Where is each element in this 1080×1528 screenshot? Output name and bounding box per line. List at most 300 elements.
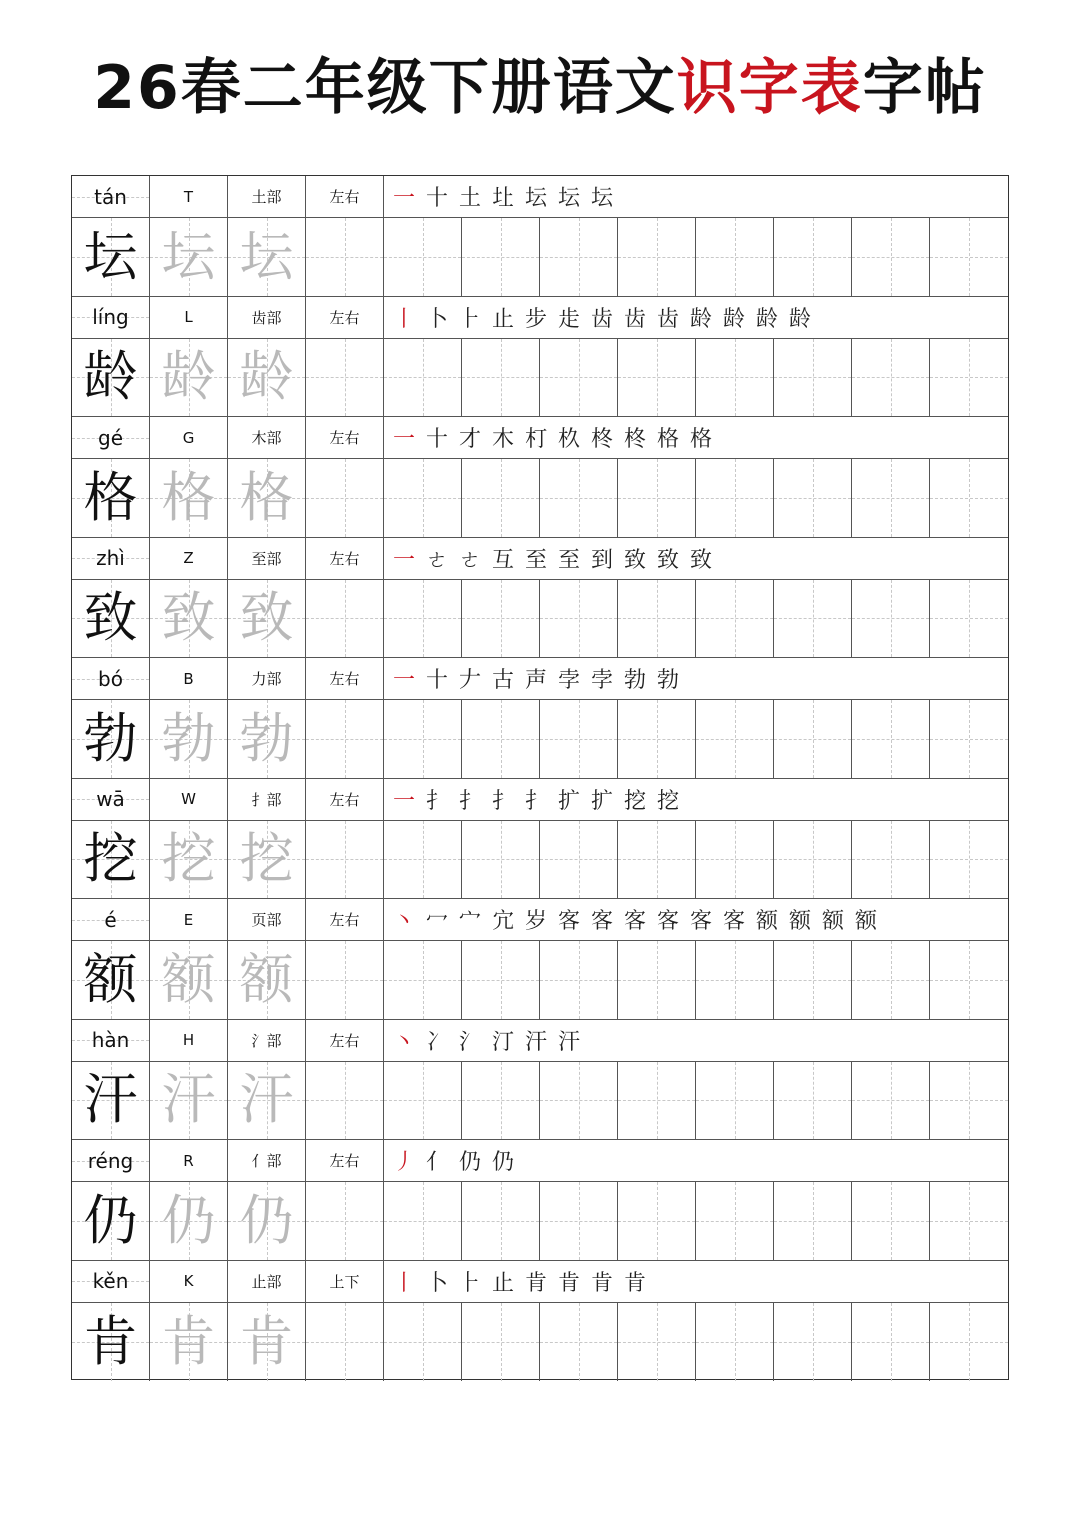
radical-label: 至部 <box>251 549 282 568</box>
blank-practice-cell[interactable] <box>618 1182 696 1260</box>
info-row <box>72 297 1008 339</box>
structure-label: 左右 <box>329 429 360 447</box>
initial-letter: Z <box>183 549 194 567</box>
stroke-step: 额 <box>854 909 877 934</box>
stroke-step: 致 <box>623 547 646 573</box>
writing-grid-row <box>72 580 1008 659</box>
initial-letter: B <box>183 669 194 688</box>
stroke-step: 止 <box>491 306 514 332</box>
blank-practice-cell[interactable] <box>384 339 462 417</box>
radical-label: 止部 <box>251 1272 282 1291</box>
stroke-step: ⺊ <box>458 306 481 332</box>
blank-practice-cell[interactable] <box>306 1062 384 1140</box>
character-block <box>72 1261 1008 1382</box>
character-block <box>72 538 1008 659</box>
blank-practice-cell[interactable] <box>462 459 540 537</box>
trace-character-cell <box>228 941 306 1019</box>
blank-practice-cell[interactable] <box>462 1062 540 1140</box>
blank-practice-cell[interactable] <box>852 339 930 417</box>
trace-character-cell <box>150 1062 228 1140</box>
info-row <box>72 899 1008 941</box>
blank-practice-cell[interactable] <box>696 1182 774 1260</box>
writing-grid-row <box>72 821 1008 900</box>
stroke-step: 丿 <box>392 1150 415 1175</box>
stroke-step: 氵 <box>458 1029 481 1055</box>
info-row <box>72 1020 1008 1062</box>
stroke-step: 汗 <box>524 1029 547 1055</box>
stroke-order <box>384 176 1008 217</box>
structure-label: 左右 <box>329 1031 360 1050</box>
stroke-step: 齿 <box>623 306 646 332</box>
blank-practice-cell[interactable] <box>618 339 696 417</box>
blank-practice-cell[interactable] <box>930 339 1008 417</box>
pinyin-label-cell <box>72 1261 150 1302</box>
stroke-step: 坛 <box>557 186 580 211</box>
structure-label: 左右 <box>329 1152 360 1170</box>
character-block <box>72 1140 1008 1261</box>
model-character: 格 <box>83 465 138 529</box>
blank-practice-cell[interactable] <box>930 700 1008 778</box>
stroke-step: 一 <box>392 788 415 814</box>
blank-practice-cell[interactable] <box>852 700 930 778</box>
trace-character: 龄 <box>239 345 294 409</box>
stroke-step: 柊 <box>590 427 613 452</box>
blank-practice-cell[interactable] <box>384 459 462 537</box>
blank-practice-cell[interactable] <box>540 700 618 778</box>
radical-label: 扌部 <box>251 790 282 809</box>
trace-character-cell <box>228 339 306 417</box>
blank-practice-cell[interactable] <box>696 821 774 899</box>
blank-practice-cell[interactable] <box>930 459 1008 537</box>
model-character: 龄 <box>83 345 138 409</box>
blank-practice-cell[interactable] <box>774 941 852 1019</box>
initial-letter-cell <box>150 899 228 940</box>
model-character: 坛 <box>83 224 138 288</box>
blank-practice-cell[interactable] <box>540 821 618 899</box>
trace-character: 汗 <box>239 1068 294 1132</box>
radical-label-cell <box>228 297 306 338</box>
blank-practice-cell[interactable] <box>462 941 540 1019</box>
blank-practice-cell[interactable] <box>384 941 462 1019</box>
blank-practice-cell[interactable] <box>930 1062 1008 1140</box>
initial-letter-cell <box>150 538 228 579</box>
blank-practice-cell[interactable] <box>540 941 618 1019</box>
pinyin-label: wā <box>96 787 125 811</box>
initial-letter-cell <box>150 1020 228 1061</box>
blank-practice-cell[interactable] <box>306 339 384 417</box>
stroke-order <box>384 1261 1008 1302</box>
trace-character-cell <box>228 1303 306 1382</box>
stroke-step: 龄 <box>755 306 778 332</box>
trace-character-cell <box>228 459 306 537</box>
blank-practice-cell[interactable] <box>306 1182 384 1260</box>
model-character: 挖 <box>83 827 138 891</box>
model-character: 致 <box>83 586 138 650</box>
pinyin-label: é <box>104 907 117 932</box>
character-block <box>72 658 1008 779</box>
blank-practice-cell[interactable] <box>930 580 1008 658</box>
writing-grid-row <box>72 1062 1008 1141</box>
stroke-step: 声 <box>524 668 547 693</box>
trace-character-cell <box>228 700 306 778</box>
pinyin-label-cell <box>72 1020 150 1061</box>
blank-practice-cell[interactable] <box>774 821 852 899</box>
stroke-step: 勃 <box>656 668 679 693</box>
trace-character-cell <box>228 1182 306 1260</box>
trace-character-cell <box>150 700 228 778</box>
stroke-step: 仍 <box>458 1150 481 1175</box>
blank-practice-cell[interactable] <box>462 1303 540 1382</box>
blank-practice-cell[interactable] <box>618 580 696 658</box>
stroke-step: 木 <box>491 427 514 452</box>
writing-grid-row <box>72 941 1008 1020</box>
blank-practice-cell[interactable] <box>774 459 852 537</box>
character-block <box>72 417 1008 538</box>
character-block <box>72 176 1008 297</box>
practice-sheet <box>71 175 1009 1380</box>
stroke-step: 十 <box>425 427 448 452</box>
blank-practice-cell[interactable] <box>696 1303 774 1382</box>
blank-practice-cell[interactable] <box>774 1182 852 1260</box>
blank-practice-cell[interactable] <box>696 580 774 658</box>
blank-practice-cell[interactable] <box>618 1062 696 1140</box>
trace-character-cell <box>150 218 228 296</box>
info-row <box>72 538 1008 580</box>
structure-label: 左右 <box>329 790 360 809</box>
radical-label-cell <box>228 417 306 458</box>
blank-practice-cell[interactable] <box>696 218 774 296</box>
blank-practice-cell[interactable] <box>774 580 852 658</box>
pinyin-label-cell <box>72 417 150 458</box>
radical-label-cell <box>228 176 306 217</box>
blank-practice-cell[interactable] <box>306 218 384 296</box>
stroke-step: 互 <box>491 547 514 573</box>
structure-label: 左右 <box>329 308 360 327</box>
radical-label-cell <box>228 1261 306 1302</box>
character-block <box>72 297 1008 418</box>
radical-label-cell <box>228 1140 306 1181</box>
stroke-step: 亻 <box>425 1150 448 1175</box>
initial-letter: W <box>181 790 196 808</box>
blank-practice-cell[interactable] <box>774 700 852 778</box>
blank-practice-cell[interactable] <box>930 1303 1008 1382</box>
stroke-step: 额 <box>788 909 811 934</box>
blank-practice-cell[interactable] <box>774 339 852 417</box>
stroke-step: 才 <box>458 427 481 452</box>
model-character-cell <box>72 700 150 778</box>
pinyin-label-cell <box>72 538 150 579</box>
trace-character: 肯 <box>239 1309 294 1373</box>
blank-practice-cell[interactable] <box>540 459 618 537</box>
blank-practice-cell[interactable] <box>696 1062 774 1140</box>
initial-letter-cell <box>150 779 228 820</box>
blank-practice-cell[interactable] <box>696 339 774 417</box>
model-character-cell <box>72 218 150 296</box>
structure-label-cell <box>306 779 384 820</box>
stroke-step: 到 <box>590 547 613 573</box>
stroke-step: 格 <box>656 427 679 452</box>
stroke-step: 冖 <box>425 909 448 934</box>
title-part-1: 26春二年级下册语文 <box>93 53 677 123</box>
trace-character: 坛 <box>239 224 294 288</box>
pinyin-label-cell <box>72 176 150 217</box>
stroke-step: ㄜ <box>425 547 448 573</box>
stroke-step: 肯 <box>623 1270 646 1296</box>
radical-label-cell <box>228 538 306 579</box>
stroke-order <box>384 538 1008 579</box>
stroke-step: 扩 <box>557 788 580 814</box>
blank-practice-cell[interactable] <box>618 459 696 537</box>
trace-character-cell <box>150 941 228 1019</box>
pinyin-label-cell <box>72 779 150 820</box>
info-row <box>72 1261 1008 1303</box>
blank-practice-cell[interactable] <box>306 941 384 1019</box>
stroke-step: 丶 <box>392 1029 415 1055</box>
radical-label: 页部 <box>251 911 282 929</box>
blank-practice-cell[interactable] <box>462 700 540 778</box>
title-part-2: 识字表 <box>676 53 863 123</box>
stroke-step: 扌 <box>524 788 547 814</box>
initial-letter-cell <box>150 658 228 699</box>
trace-character: 格 <box>161 465 216 529</box>
model-character: 额 <box>83 947 138 1011</box>
blank-practice-cell[interactable] <box>306 700 384 778</box>
stroke-step: 一 <box>392 427 415 452</box>
stroke-step: 齿 <box>656 306 679 332</box>
blank-practice-cell[interactable] <box>696 700 774 778</box>
stroke-step: 朾 <box>524 427 547 452</box>
blank-practice-cell[interactable] <box>462 339 540 417</box>
stroke-step: 𠂇 <box>458 668 481 693</box>
model-character: 肯 <box>83 1309 138 1373</box>
trace-character: 龄 <box>161 345 216 409</box>
stroke-step: ㄜ <box>458 547 481 573</box>
pinyin-label-cell <box>72 899 150 940</box>
trace-character: 仍 <box>239 1188 294 1252</box>
blank-practice-cell[interactable] <box>774 218 852 296</box>
trace-character: 勃 <box>239 706 294 770</box>
initial-letter-cell <box>150 176 228 217</box>
trace-character-cell <box>150 821 228 899</box>
structure-label-cell <box>306 1261 384 1302</box>
radical-label: 亻部 <box>251 1152 282 1170</box>
blank-practice-cell[interactable] <box>540 1303 618 1382</box>
stroke-step: 致 <box>689 547 712 573</box>
stroke-step: 坛 <box>590 186 613 211</box>
initial-letter: G <box>182 428 195 447</box>
stroke-step: 汀 <box>491 1029 514 1055</box>
stroke-step: 龄 <box>722 306 745 332</box>
pinyin-label: réng <box>87 1148 134 1173</box>
info-row <box>72 1140 1008 1182</box>
blank-practice-cell[interactable] <box>384 1062 462 1140</box>
radical-label: 木部 <box>251 429 282 447</box>
blank-practice-cell[interactable] <box>384 580 462 658</box>
initial-letter-cell <box>150 297 228 338</box>
model-character-cell <box>72 1062 150 1140</box>
stroke-step: 宀 <box>458 909 481 934</box>
character-block <box>72 899 1008 1020</box>
stroke-step: 扌 <box>491 788 514 814</box>
blank-practice-cell[interactable] <box>384 700 462 778</box>
stroke-order <box>384 779 1008 820</box>
initial-letter: R <box>183 1151 194 1170</box>
blank-practice-cell[interactable] <box>540 339 618 417</box>
stroke-step: 止 <box>491 1270 514 1296</box>
stroke-step: 仍 <box>491 1150 514 1175</box>
stroke-step: 步 <box>524 306 547 332</box>
stroke-step: 额 <box>755 909 778 934</box>
stroke-step: 一 <box>392 547 415 573</box>
blank-practice-cell[interactable] <box>852 218 930 296</box>
pinyin-label: zhì <box>96 546 125 570</box>
trace-character-cell <box>228 580 306 658</box>
stroke-step: 挖 <box>623 788 646 814</box>
pinyin-label: hàn <box>91 1028 130 1052</box>
trace-character-cell <box>228 218 306 296</box>
info-row <box>72 417 1008 459</box>
stroke-step: 圵 <box>491 186 514 211</box>
stroke-step: 坛 <box>524 186 547 211</box>
structure-label-cell <box>306 899 384 940</box>
stroke-step: 冫 <box>425 1029 448 1055</box>
stroke-step: 客 <box>623 909 646 934</box>
stroke-step: 一 <box>392 668 415 693</box>
stroke-step: 卜 <box>425 1270 448 1296</box>
blank-practice-cell[interactable] <box>930 1182 1008 1260</box>
structure-label-cell <box>306 417 384 458</box>
blank-practice-cell[interactable] <box>852 459 930 537</box>
stroke-step: 卜 <box>425 306 448 332</box>
blank-practice-cell[interactable] <box>462 821 540 899</box>
blank-practice-cell[interactable] <box>852 1182 930 1260</box>
stroke-step: 丶 <box>392 909 415 934</box>
blank-practice-cell[interactable] <box>774 1062 852 1140</box>
structure-label-cell <box>306 176 384 217</box>
stroke-order <box>384 658 1008 699</box>
blank-practice-cell[interactable] <box>618 941 696 1019</box>
model-character-cell <box>72 580 150 658</box>
trace-character-cell <box>228 821 306 899</box>
blank-practice-cell[interactable] <box>306 1303 384 1382</box>
initial-letter-cell <box>150 1261 228 1302</box>
stroke-step: 宂 <box>491 909 514 934</box>
structure-label: 左右 <box>329 911 360 929</box>
model-character-cell <box>72 459 150 537</box>
blank-practice-cell[interactable] <box>462 580 540 658</box>
blank-practice-cell[interactable] <box>696 941 774 1019</box>
radical-label: 土部 <box>251 188 282 206</box>
blank-practice-cell[interactable] <box>306 821 384 899</box>
radical-label-cell <box>228 1020 306 1061</box>
blank-practice-cell[interactable] <box>384 1182 462 1260</box>
model-character-cell <box>72 821 150 899</box>
blank-practice-cell[interactable] <box>696 459 774 537</box>
stroke-order <box>384 1140 1008 1181</box>
title-part-3: 字帖 <box>862 53 987 123</box>
writing-grid-row <box>72 339 1008 418</box>
blank-practice-cell[interactable] <box>618 821 696 899</box>
blank-practice-cell[interactable] <box>618 700 696 778</box>
blank-practice-cell[interactable] <box>540 1062 618 1140</box>
blank-practice-cell[interactable] <box>384 1303 462 1382</box>
stroke-step: 杦 <box>557 427 580 452</box>
blank-practice-cell[interactable] <box>306 459 384 537</box>
stroke-step: 客 <box>656 909 679 934</box>
blank-practice-cell[interactable] <box>462 1182 540 1260</box>
blank-practice-cell[interactable] <box>852 1062 930 1140</box>
blank-practice-cell[interactable] <box>618 1303 696 1382</box>
writing-grid-row <box>72 459 1008 538</box>
blank-practice-cell[interactable] <box>384 218 462 296</box>
model-character: 汗 <box>83 1068 138 1132</box>
stroke-step: 勃 <box>623 668 646 693</box>
radical-label: 氵部 <box>251 1031 282 1050</box>
trace-character: 汗 <box>161 1068 216 1132</box>
stroke-step: 孛 <box>590 668 613 693</box>
trace-character-cell <box>150 1182 228 1260</box>
blank-practice-cell[interactable] <box>852 941 930 1019</box>
writing-grid-row <box>72 1303 1008 1382</box>
stroke-order <box>384 297 1008 338</box>
stroke-step: 汗 <box>557 1029 580 1055</box>
blank-practice-cell[interactable] <box>774 1303 852 1382</box>
stroke-step: 龄 <box>788 306 811 332</box>
blank-practice-cell[interactable] <box>384 821 462 899</box>
blank-practice-cell[interactable] <box>540 218 618 296</box>
trace-character-cell <box>150 459 228 537</box>
blank-practice-cell[interactable] <box>540 1182 618 1260</box>
stroke-step: 扩 <box>590 788 613 814</box>
stroke-order <box>384 417 1008 458</box>
stroke-step: 岁 <box>524 909 547 934</box>
blank-practice-cell[interactable] <box>930 941 1008 1019</box>
pinyin-label: tán <box>94 184 127 209</box>
stroke-step: 致 <box>656 547 679 573</box>
initial-letter-cell <box>150 1140 228 1181</box>
blank-practice-cell[interactable] <box>306 580 384 658</box>
structure-label-cell <box>306 658 384 699</box>
trace-character-cell <box>228 1062 306 1140</box>
stroke-step: 客 <box>590 909 613 934</box>
stroke-step: 客 <box>689 909 712 934</box>
trace-character: 额 <box>161 947 216 1011</box>
blank-practice-cell[interactable] <box>930 218 1008 296</box>
blank-practice-cell[interactable] <box>930 821 1008 899</box>
blank-practice-cell[interactable] <box>618 218 696 296</box>
info-row <box>72 779 1008 821</box>
stroke-step: 肯 <box>557 1270 580 1296</box>
model-character-cell <box>72 1182 150 1260</box>
stroke-step: 扌 <box>458 788 481 814</box>
initial-letter-cell <box>150 417 228 458</box>
initial-letter: T <box>183 187 194 206</box>
pinyin-label: líng <box>92 305 129 329</box>
blank-practice-cell[interactable] <box>852 580 930 658</box>
writing-grid-row <box>72 1182 1008 1261</box>
trace-character-cell <box>150 339 228 417</box>
info-row <box>72 658 1008 700</box>
radical-label: 力部 <box>251 670 282 688</box>
writing-grid-row <box>72 218 1008 297</box>
blank-practice-cell[interactable] <box>462 218 540 296</box>
trace-character: 仍 <box>161 1188 216 1252</box>
trace-character: 坛 <box>161 224 216 288</box>
blank-practice-cell[interactable] <box>540 580 618 658</box>
stroke-step: 土 <box>458 186 481 211</box>
blank-practice-cell[interactable] <box>852 821 930 899</box>
blank-practice-cell[interactable] <box>852 1303 930 1382</box>
